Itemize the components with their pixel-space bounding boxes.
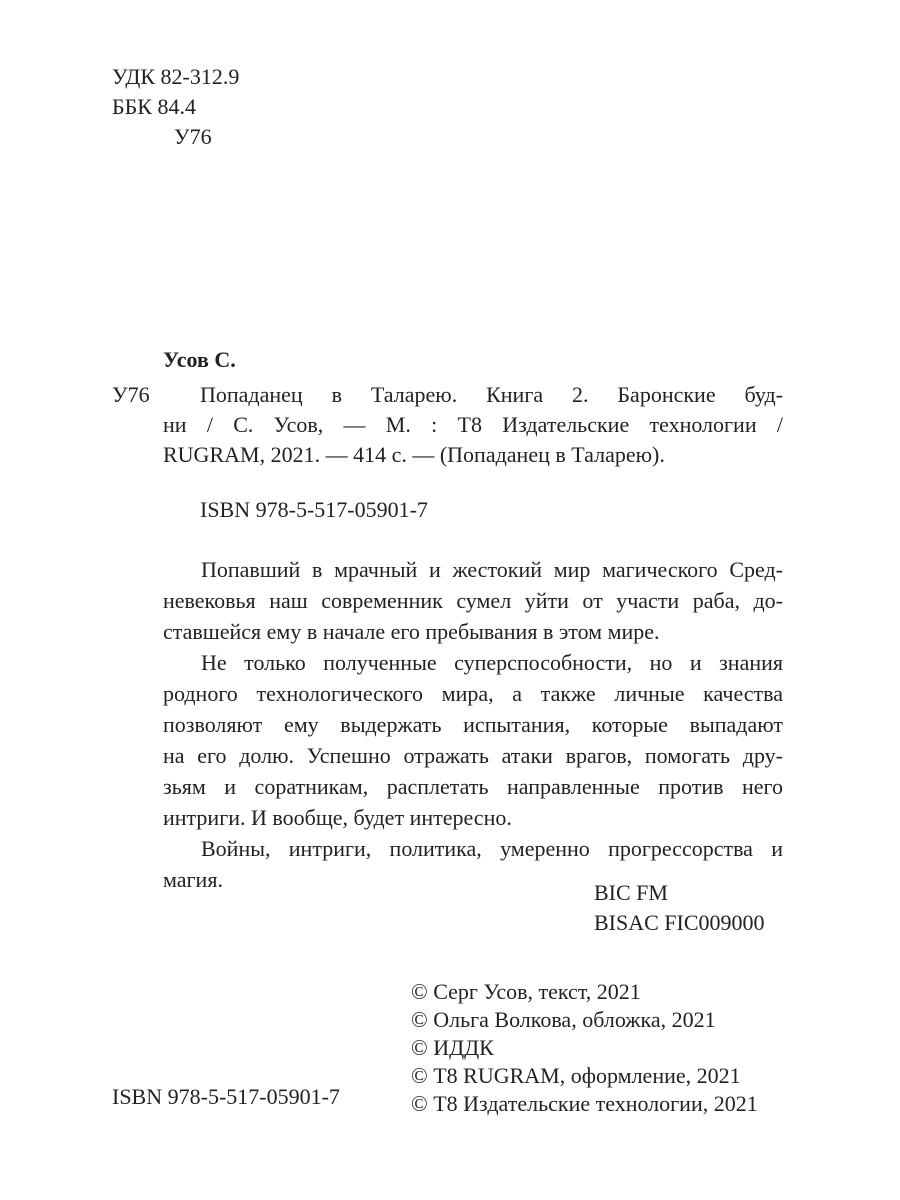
copyright-line: © ИДДК	[411, 1035, 494, 1060]
annotation-line: интриги. И вообще, будет интересно.	[163, 805, 512, 830]
copyright-line: © Т8 Издательские технологии, 2021	[411, 1091, 758, 1116]
annotation-line: Попавший в мрачный и жестокий мир магического Сред-	[201, 557, 783, 582]
annotation-line: ставшейся ему в начале его пребывания в этом мире.	[163, 619, 660, 644]
copyright-line: © Серг Усов, текст, 2021	[411, 979, 641, 1004]
annotation-line: Войны, интриги, политика, умеренно прогрессорства и	[201, 836, 783, 861]
annotation-line: зьям и соратникам, расплетать направленные против него	[163, 774, 783, 799]
record-line-3: RUGRAM, 2021. — 414 с. — (Попаданец в Таларею).	[163, 442, 665, 467]
record-line-2: ни / С. Усов, — М. : Т8 Издательские технологии /	[163, 412, 783, 437]
annotation-line: на его долю. Успешно отражать атаки врагов, помогать дру-	[163, 743, 783, 768]
annotation-paragraph-2	[163, 647, 783, 833]
author-sign-code: У76	[174, 124, 212, 149]
annotation-line: родного технологического мира, а также личные качества	[163, 681, 783, 706]
bic-code: BIC FM	[594, 880, 668, 905]
record-isbn: ISBN 978-5-517-05901-7	[200, 497, 428, 522]
annotation-line: Не только полученные суперспособности, но и знания	[201, 650, 783, 675]
copyright-block	[411, 978, 758, 1118]
udk-code: УДК 82-312.9	[112, 64, 240, 89]
annotation-paragraph-1	[163, 554, 783, 647]
annotation-line: невековья наш современник сумел уйти от участи раба, до-	[163, 588, 783, 613]
footer-isbn: ISBN 978-5-517-05901-7	[112, 1084, 340, 1109]
record-line-1: Попаданец в Таларею. Книга 2. Баронские буд-	[200, 382, 783, 407]
annotation-paragraph-3	[163, 833, 783, 895]
copyright-line: © Ольга Волкова, обложка, 2021	[411, 1007, 716, 1032]
annotation-line: позволяют ему выдержать испытания, которые выпадают	[163, 712, 783, 737]
annotation-line: магия.	[163, 867, 223, 892]
copyright-line: © Т8 RUGRAM, оформление, 2021	[411, 1063, 741, 1088]
record-side-code: У76	[112, 382, 150, 407]
author-heading: Усов С.	[163, 347, 236, 372]
bisac-code: BISAC FIC009000	[594, 910, 765, 935]
bbk-code: ББК 84.4	[112, 94, 196, 119]
